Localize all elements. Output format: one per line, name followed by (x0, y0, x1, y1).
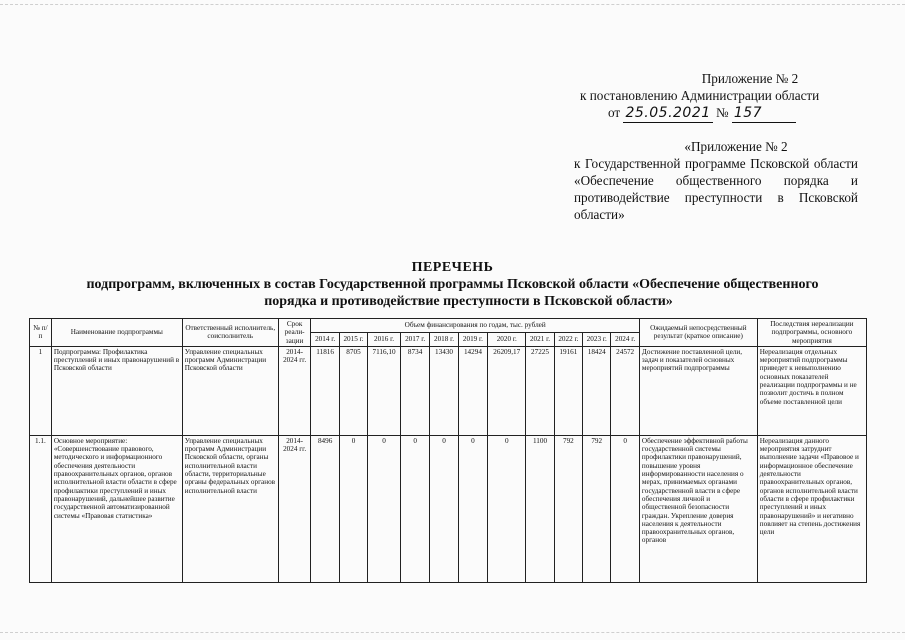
row-num: 1.1. (30, 435, 52, 582)
header-year: 2024 г. (611, 332, 640, 346)
header-year: 2015 г. (339, 332, 367, 346)
row-value: 0 (430, 435, 458, 582)
decree-number-field (732, 104, 796, 123)
row-name: Подпрограмма: Профилактика преступлений и иных правонарушений в Псковской области (51, 346, 182, 435)
header-consequences: Последствия нереализации подпрограммы, основного мероприятия (757, 319, 866, 347)
row-value: 0 (611, 435, 640, 582)
decree-date-field (623, 104, 712, 123)
header-year: 2022 г. (554, 332, 582, 346)
row-value: 19161 (554, 346, 582, 435)
appendix-program-block (574, 138, 858, 223)
header-year: 2023 г. (583, 332, 611, 346)
decree-number: 157 (733, 105, 763, 121)
row-consequences: Нереализация отдельных мероприятий подпрограммы приведет к невыполнению основных показателей реализации подпрограммы и не позволит достичь в полном объеме поставленной цели (757, 346, 866, 435)
header-year: 2017 г. (400, 332, 429, 346)
row-value: 792 (554, 435, 582, 582)
header-year: 2016 г. (368, 332, 401, 346)
header-name: Наименование подпрограммы (51, 319, 182, 347)
appendix-program-title: «Приложение № 2 (684, 139, 788, 154)
document-title (0, 259, 905, 310)
title-line-2: подпрограмм, включенных в состав Государственной программы Псковской области «Обеспечение общественного (86, 277, 819, 292)
decree-date: 25.05.2021 (625, 105, 711, 121)
decree-date-number (580, 104, 880, 123)
row-name: Основное мероприятие: «Совершенствование правового, методического и информационного обеспечения деятельности правоохранительных органов, органов исполнительной власти области в сфере профилактики преступлений и иных правонарушений, дальнейшее развитие государственной автоматизированной системы «Правовая статистика» (51, 435, 182, 582)
row-value: 0 (339, 435, 367, 582)
row-consequences: Нереализация данного мероприятия затруднит выполнение задачи «Правовое и информационное обеспечение деятельности правоохранительных органов, органов исполнительной власти области в сфере профилактики преступлений и иных правонарушений» и негативно повлияет на степень достижения цели (757, 435, 866, 582)
decree-number-label: № (715, 105, 729, 120)
header-year: 2021 г. (526, 332, 554, 346)
table-row (30, 435, 867, 582)
appendix-decree-subtitle: к постановлению Администрации области (580, 88, 820, 103)
row-result: Достижение поставленной цели, задач и показателей основных мероприятий подпрограммы (639, 346, 757, 435)
row-value: 18424 (583, 346, 611, 435)
appendix-program-body: к Государственной программе Псковской области «Обеспечение общественного порядка и противодействие преступности в Псковской области» (574, 156, 858, 222)
row-value: 27225 (526, 346, 554, 435)
row-value: 24572 (611, 346, 640, 435)
header-year: 2020 г. (488, 332, 526, 346)
row-executor: Управление специальных программ Администрации Псковской области, органы исполнительной власти области, территориальные органы федеральных органов исполнительной власти (182, 435, 278, 582)
top-dashed-border (0, 4, 905, 5)
row-value: 1100 (526, 435, 554, 582)
row-value: 0 (458, 435, 487, 582)
header-year: 2014 г. (311, 332, 339, 346)
header-result: Ожидаемый непосредственный результат (краткое описание) (639, 319, 757, 347)
row-value: 26209,17 (488, 346, 526, 435)
header-year: 2018 г. (430, 332, 458, 346)
table-row (30, 346, 867, 435)
header-num: № п/п (30, 319, 52, 347)
title-line-1: ПЕРЕЧЕНЬ (411, 260, 494, 275)
row-num: 1 (30, 346, 52, 435)
row-value: 14294 (458, 346, 487, 435)
row-value: 8734 (400, 346, 429, 435)
row-value: 0 (368, 435, 401, 582)
header-funding: Объем финансирования по годам, тыс. рублей (311, 319, 639, 333)
row-term: 2014-2024 гг. (278, 346, 311, 435)
appendix-decree-title: Приложение № 2 (701, 71, 799, 86)
row-term: 2014-2024 гг. (278, 435, 311, 582)
decree-from-label: от (608, 105, 621, 120)
row-result: Обеспечение эффективной работы государственной системы профилактики правонарушений, повышение уровня информированности населения о мерах, принимаемых органами государственной власти в сфере обеспечения личной и общественной безопасности граждан. Укрепление доверия населения к деятельности правоохранительных органов, органов (639, 435, 757, 582)
row-value: 11816 (311, 346, 339, 435)
row-value: 7116,10 (368, 346, 401, 435)
header-executor: Ответственный исполнитель, соисполнитель (182, 319, 278, 347)
header-year: 2019 г. (458, 332, 487, 346)
subprograms-table (29, 318, 867, 583)
title-line-3: порядка и противодействие преступности в Псковской области» (264, 294, 673, 309)
row-value: 0 (400, 435, 429, 582)
appendix-decree-block (580, 70, 880, 123)
row-value: 0 (488, 435, 526, 582)
row-value: 8496 (311, 435, 339, 582)
header-term: Срок реали-зации (278, 319, 311, 347)
row-value: 8705 (339, 346, 367, 435)
row-value: 792 (583, 435, 611, 582)
row-value: 13430 (430, 346, 458, 435)
row-executor: Управление специальных программ Администрации Псковской области (182, 346, 278, 435)
bottom-dashed-border (0, 632, 905, 633)
